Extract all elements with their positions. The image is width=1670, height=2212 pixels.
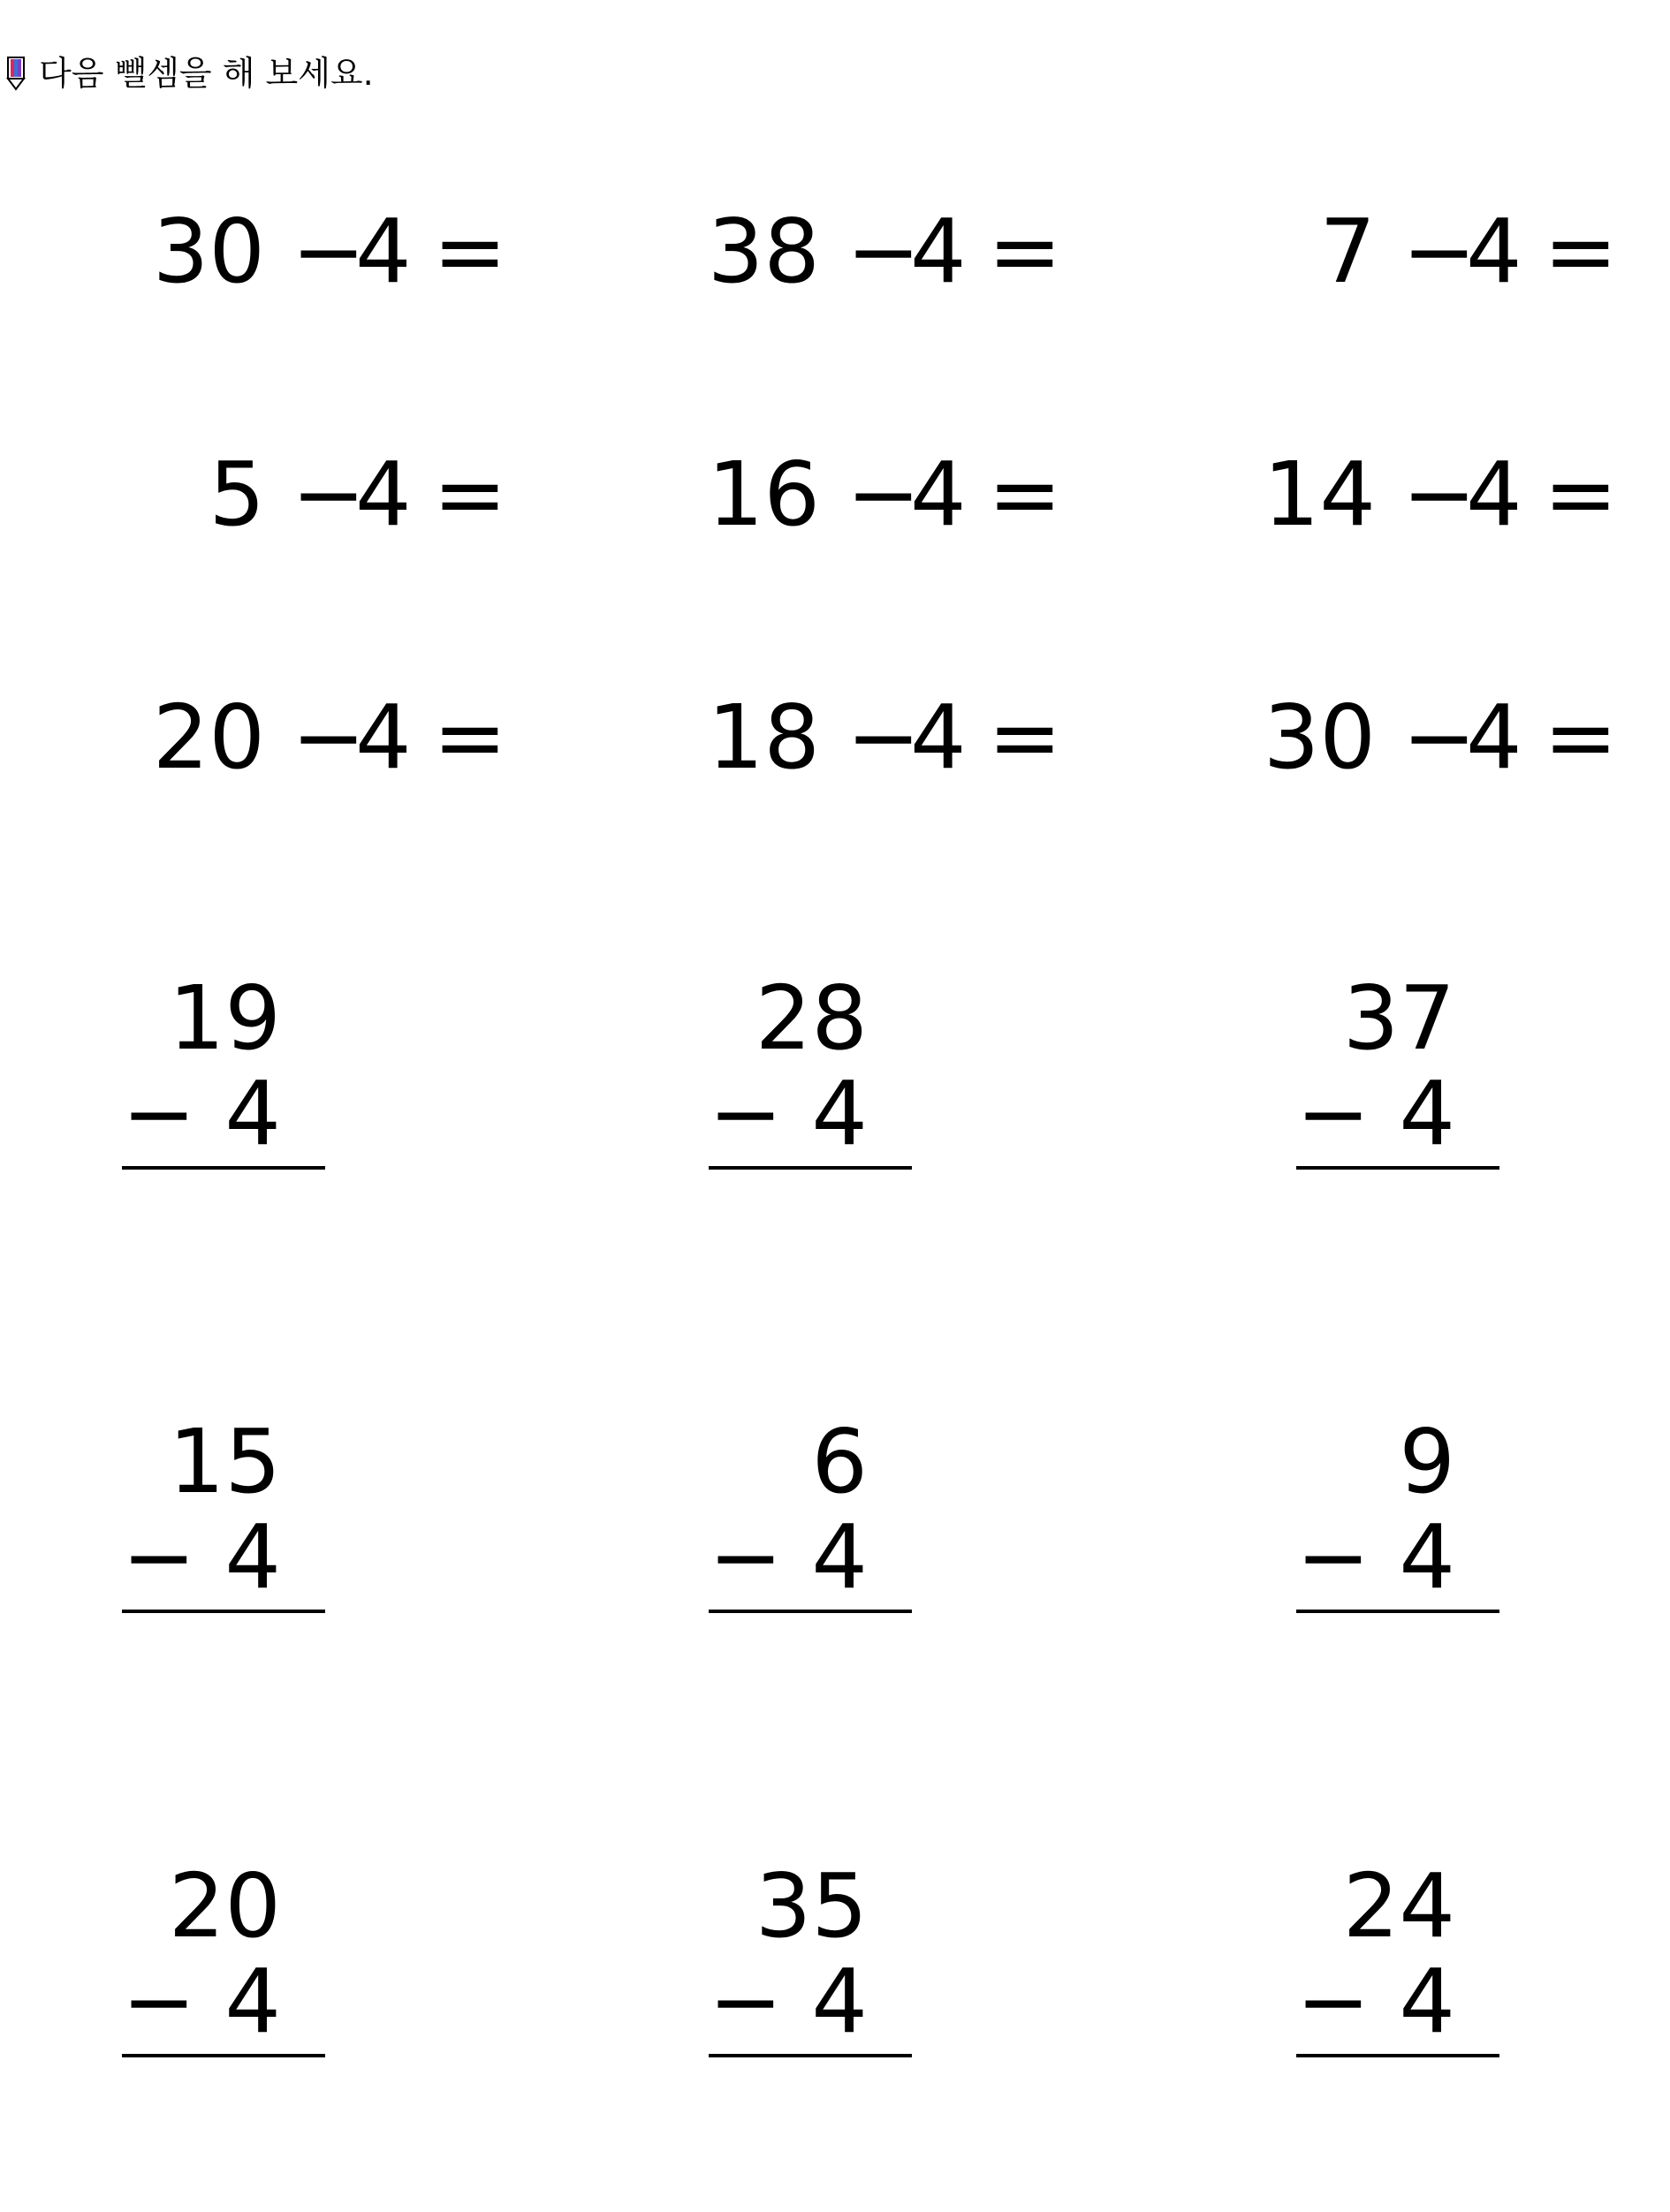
v-problem-4 [122,1410,334,1609]
equals-sign: = [988,686,1062,789]
subtrahend: 4 [1466,443,1522,546]
minus-sign: − [709,1062,783,1165]
h-problem-8 [643,685,1085,791]
instruction-text: 다음 뺄셈을 해 보세요. [39,54,374,93]
equals-sign: = [1544,443,1618,546]
equals-sign: = [988,443,1062,546]
h-problem-7 [88,685,530,791]
subtrahend: 4 [811,1505,868,1609]
subtrahend: 4 [1466,200,1522,303]
equals-sign: = [433,686,507,789]
v-problem-6 [1296,1410,1508,1609]
answer-line [122,1610,325,1613]
answer-line [709,1610,912,1613]
minus-sign: − [709,1505,783,1609]
minuend: 20 [152,686,265,789]
h-problem-4 [88,442,530,548]
minus-sign: − [122,1950,196,2053]
subtrahend: 4 [355,443,412,546]
instruction [5,51,374,95]
answer-line [1296,1610,1499,1613]
minuend: 20 [168,1854,281,1958]
minus-sign: − [292,200,366,303]
answer-line [1296,1166,1499,1170]
h-problem-2 [643,199,1085,305]
minuend: 18 [707,686,820,789]
equals-sign: = [1544,200,1618,303]
subtrahend: 4 [811,1062,868,1165]
minus-sign: − [846,200,921,303]
subtrahend: 4 [1399,1062,1455,1165]
h-problem-5 [643,442,1085,548]
v-problem-7 [122,1854,334,2053]
v-problem-1 [122,966,334,1165]
subtrahend: 4 [910,200,967,303]
v-problem-5 [709,1410,921,1609]
minuend: 9 [1399,1410,1455,1513]
answer-line [122,1166,325,1170]
equals-sign: = [1544,686,1618,789]
minuend: 28 [755,966,868,1070]
minus-sign: − [1296,1505,1370,1609]
subtrahend: 4 [1399,1505,1455,1609]
minus-sign: − [122,1062,196,1165]
minuend: 15 [168,1410,281,1513]
minus-sign: − [1402,686,1476,789]
subtrahend: 4 [355,686,412,789]
h-problem-1 [88,199,530,305]
subtrahend: 4 [910,686,967,789]
minuend: 5 [209,443,265,546]
minuend: 30 [1263,686,1376,789]
minuend: 30 [152,200,265,303]
equals-sign: = [988,200,1062,303]
minuend: 37 [1342,966,1455,1070]
answer-line [122,2054,325,2057]
minus-sign: − [1296,1950,1370,2053]
subtrahend: 4 [811,1950,868,2053]
v-problem-3 [1296,966,1508,1165]
minuend: 19 [168,966,281,1070]
minuend: 6 [811,1410,868,1513]
answer-line [1296,2054,1499,2057]
minus-sign: − [1402,200,1476,303]
h-problem-9 [1199,685,1641,791]
subtrahend: 4 [355,200,412,303]
answer-line [709,1166,912,1170]
minus-sign: − [292,443,366,546]
subtrahend: 4 [1466,686,1522,789]
pencil-icon [5,56,27,91]
minus-sign: − [1296,1062,1370,1165]
subtrahend: 4 [224,1062,281,1165]
v-problem-2 [709,966,921,1165]
v-problem-8 [709,1854,921,2053]
minuend: 14 [1263,443,1376,546]
minuend: 16 [707,443,820,546]
h-problem-6 [1199,442,1641,548]
minus-sign: − [1402,443,1476,546]
answer-line [709,2054,912,2057]
minuend: 24 [1342,1854,1455,1958]
minuend: 7 [1319,200,1376,303]
minus-sign: − [122,1505,196,1609]
subtrahend: 4 [224,1505,281,1609]
equals-sign: = [433,200,507,303]
minus-sign: − [846,443,921,546]
minus-sign: − [292,686,366,789]
minuend: 35 [755,1854,868,1958]
v-problem-9 [1296,1854,1508,2053]
h-problem-3 [1199,199,1641,305]
minus-sign: − [709,1950,783,2053]
subtrahend: 4 [1399,1950,1455,2053]
subtrahend: 4 [910,443,967,546]
subtrahend: 4 [224,1950,281,2053]
equals-sign: = [433,443,507,546]
minus-sign: − [846,686,921,789]
minuend: 38 [707,200,820,303]
